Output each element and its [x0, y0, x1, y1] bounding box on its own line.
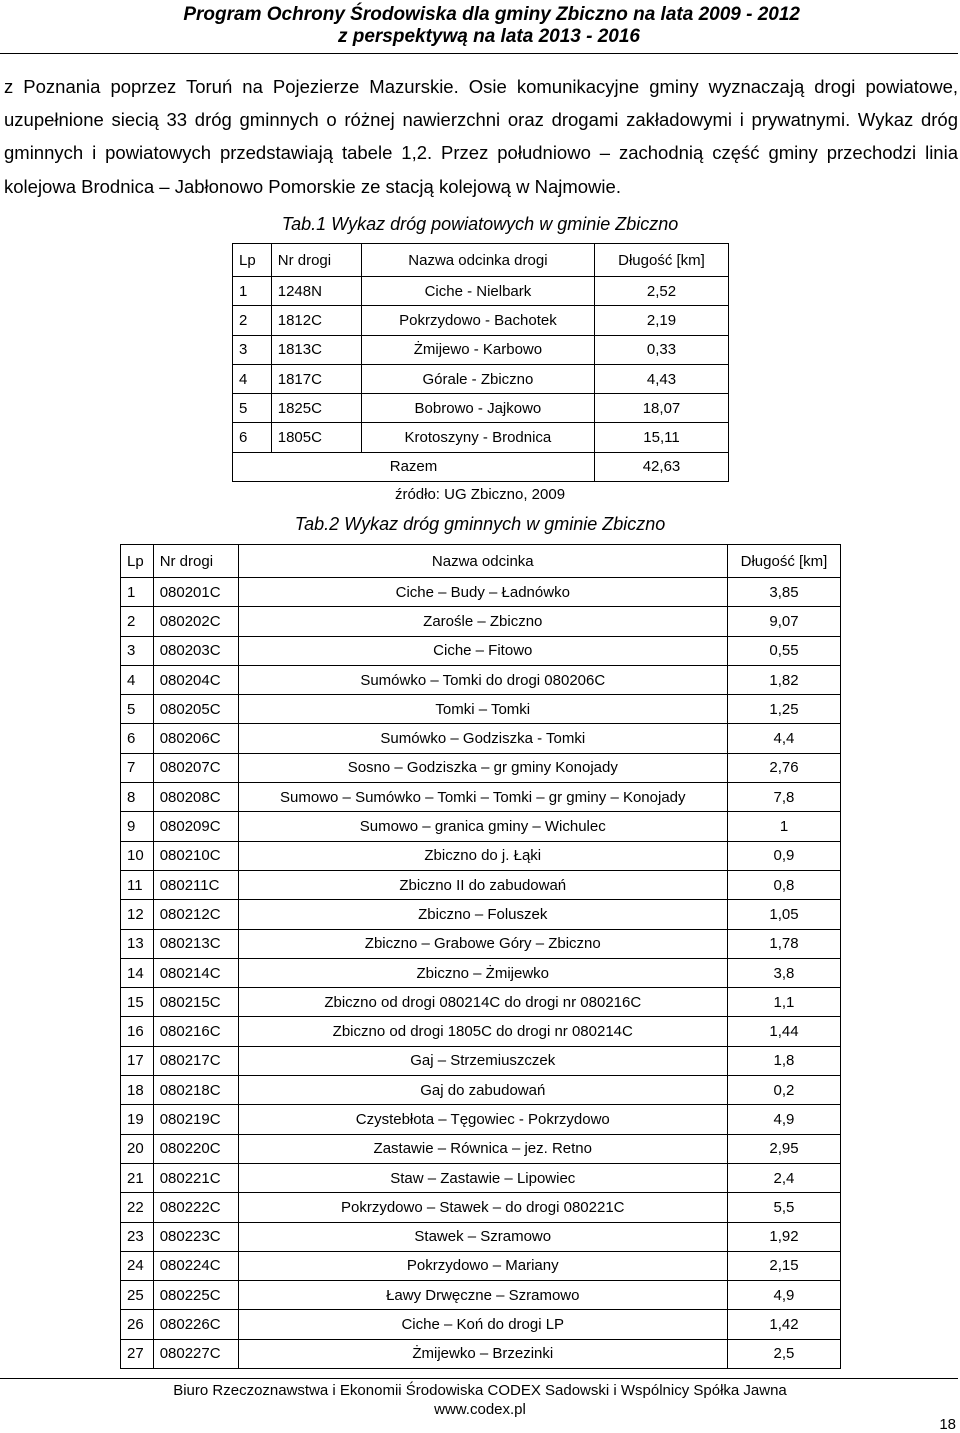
table-row: [121, 753, 841, 782]
cell-lp: 4: [233, 364, 272, 393]
cell-lp: 2: [233, 306, 272, 335]
cell-dlugosc: 1,44: [727, 1017, 840, 1046]
cell-lp: 4: [121, 665, 154, 694]
cell-dlugosc: 3,8: [727, 958, 840, 987]
cell-dlugosc: 1: [727, 812, 840, 841]
cell-nazwa: Górale - Zbiczno: [361, 364, 594, 393]
cell-lp: 2: [121, 607, 154, 636]
cell-dlugosc: 2,19: [595, 306, 729, 335]
cell-nazwa: Zbiczno do j. Łąki: [238, 841, 727, 870]
table-row: [121, 724, 841, 753]
cell-nazwa: Sumówko – Tomki do drogi 080206C: [238, 665, 727, 694]
cell-nr-drogi: 080208C: [153, 783, 238, 812]
table-row: [121, 958, 841, 987]
cell-nr-drogi: 080226C: [153, 1310, 238, 1339]
table-header-row: [121, 545, 841, 578]
table-row: [121, 1339, 841, 1368]
cell-nazwa: Tomki – Tomki: [238, 695, 727, 724]
cell-lp: 21: [121, 1163, 154, 1192]
table-row: [121, 1017, 841, 1046]
body-paragraph: z Poznania poprzez Toruń na Pojezierze Mazurskie. Osie komunikacyjne gminy wyznaczają drogi powiatowe, uzupełnione siecią 33 dróg gminnych o różnej nawierzchni oraz drogami zakładowymi i prywatnymi. Wykaz dróg gminnych i powiatowych przedstawiają tabele 1,2. Przez południowo – zachodnią część gminy przechodzi linia kolejowa Brodnica – Jabłonowo Pomorskie ze stacją kolejową w Najmowie.: [4, 76, 958, 197]
cell-nazwa: Gaj – Strzemiuszczek: [238, 1046, 727, 1075]
cell-dlugosc: 15,11: [595, 423, 729, 452]
table-row: [121, 870, 841, 899]
cell-dlugosc: 2,52: [595, 277, 729, 306]
cell-lp: 5: [121, 695, 154, 724]
cell-nazwa: Zbiczno – Grabowe Góry – Zbiczno: [238, 929, 727, 958]
cell-nr-drogi: 080214C: [153, 958, 238, 987]
cell-nazwa: Żmijewko – Brzezinki: [238, 1339, 727, 1368]
cell-lp: 3: [233, 335, 272, 364]
cell-nazwa: Ciche – Fitowo: [238, 636, 727, 665]
cell-nazwa: Staw – Zastawie – Lipowiec: [238, 1163, 727, 1192]
cell-dlugosc: 4,9: [727, 1281, 840, 1310]
table-row: [121, 1281, 841, 1310]
cell-nr-drogi: 080217C: [153, 1046, 238, 1075]
table-row: [233, 277, 729, 306]
cell-nr-drogi: 080220C: [153, 1134, 238, 1163]
cell-nazwa: Żmijewo - Karbowo: [361, 335, 594, 364]
cell-nr-drogi: 080225C: [153, 1281, 238, 1310]
cell-nazwa: Zbiczno II do zabudowań: [238, 870, 727, 899]
cell-lp: 16: [121, 1017, 154, 1046]
cell-lp: 15: [121, 988, 154, 1017]
table-row: [121, 783, 841, 812]
cell-nr-drogi: 080210C: [153, 841, 238, 870]
cell-lp: 5: [233, 394, 272, 423]
cell-nr-drogi: 080223C: [153, 1222, 238, 1251]
table-row: [121, 1046, 841, 1075]
cell-nazwa: Gaj do zabudowań: [238, 1076, 727, 1105]
cell-lp: 23: [121, 1222, 154, 1251]
header-lp: Lp: [233, 244, 272, 277]
cell-lp: 6: [121, 724, 154, 753]
cell-lp: 19: [121, 1105, 154, 1134]
cell-nazwa: Stawek – Szramowo: [238, 1222, 727, 1251]
cell-lp: 3: [121, 636, 154, 665]
page-footer: [0, 1381, 960, 1419]
cell-nazwa: Pokrzydowo - Bachotek: [361, 306, 594, 335]
cell-dlugosc: 7,8: [727, 783, 840, 812]
header-nr-drogi: Nr drogi: [271, 244, 361, 277]
cell-nazwa: Zastawie – Równica – jez. Retno: [238, 1134, 727, 1163]
cell-nazwa: Sosno – Godziszka – gr gminy Konojady: [238, 753, 727, 782]
cell-nr-drogi: 080227C: [153, 1339, 238, 1368]
cell-lp: 17: [121, 1046, 154, 1075]
cell-nazwa: Sumówko – Godziszka - Tomki: [238, 724, 727, 753]
table-row: [121, 1076, 841, 1105]
header-dlugosc: Długość [km]: [595, 244, 729, 277]
cell-lp: 18: [121, 1076, 154, 1105]
cell-lp: 12: [121, 900, 154, 929]
header-title-line2: z perspektywą na lata 2013 - 2016: [337, 26, 640, 47]
cell-nr-drogi: 1812C: [271, 306, 361, 335]
cell-nazwa: Sumowo – granica gminy – Wichulec: [238, 812, 727, 841]
cell-nazwa: Zbiczno – Foluszek: [238, 900, 727, 929]
table-row: [121, 1193, 841, 1222]
cell-dlugosc: 2,4: [727, 1163, 840, 1192]
header-nr-drogi: Nr drogi: [153, 545, 238, 578]
table1-caption: Tab.1 Wykaz dróg powiatowych w gminie Zbiczno: [281, 214, 679, 234]
cell-lp: 8: [121, 783, 154, 812]
cell-nr-drogi: 080215C: [153, 988, 238, 1017]
table-row: [121, 636, 841, 665]
cell-nazwa: Zbiczno – Żmijewko: [238, 958, 727, 987]
cell-dlugosc: 3,85: [727, 578, 840, 607]
cell-nazwa: Bobrowo - Jajkowo: [361, 394, 594, 423]
cell-lp: 6: [233, 423, 272, 452]
table2-caption: Tab.2 Wykaz dróg gminnych w gminie Zbiczno: [294, 514, 666, 534]
cell-nazwa: Pokrzydowo – Mariany: [238, 1251, 727, 1280]
table-row: [121, 578, 841, 607]
page-number: 18: [939, 1416, 956, 1433]
header-lp: Lp: [121, 545, 154, 578]
cell-dlugosc: 1,05: [727, 900, 840, 929]
cell-lp: 13: [121, 929, 154, 958]
cell-nr-drogi: 080213C: [153, 929, 238, 958]
table-row: [233, 423, 729, 452]
footer-company: Biuro Rzeczoznawstwa i Ekonomii Środowiska CODEX Sadowski i Wspólnicy Spółka Jawna: [173, 1382, 787, 1399]
cell-dlugosc: 1,92: [727, 1222, 840, 1251]
page-header: [0, 4, 960, 48]
cell-nr-drogi: 080212C: [153, 900, 238, 929]
cell-dlugosc: 4,9: [727, 1105, 840, 1134]
cell-lp: 26: [121, 1310, 154, 1339]
cell-dlugosc: 1,82: [727, 665, 840, 694]
cell-nr-drogi: 080224C: [153, 1251, 238, 1280]
table-row: [121, 1310, 841, 1339]
table-row: [121, 1134, 841, 1163]
cell-nr-drogi: 1825C: [271, 394, 361, 423]
cell-nr-drogi: 080203C: [153, 636, 238, 665]
cell-dlugosc: 5,5: [727, 1193, 840, 1222]
table-row: [121, 1222, 841, 1251]
header-nazwa: Nazwa odcinka: [238, 545, 727, 578]
cell-nr-drogi: 080204C: [153, 665, 238, 694]
cell-lp: 1: [233, 277, 272, 306]
table-row: [121, 1163, 841, 1192]
cell-nr-drogi: 080211C: [153, 870, 238, 899]
cell-nr-drogi: 080207C: [153, 753, 238, 782]
table-row: [121, 1105, 841, 1134]
table-row: [121, 1251, 841, 1280]
cell-dlugosc: 0,8: [727, 870, 840, 899]
cell-nr-drogi: 080205C: [153, 695, 238, 724]
footer-website: www.codex.pl: [434, 1401, 526, 1418]
cell-dlugosc: 9,07: [727, 607, 840, 636]
table-row: [121, 841, 841, 870]
cell-dlugosc: 1,1: [727, 988, 840, 1017]
cell-nazwa: Zarośle – Zbiczno: [238, 607, 727, 636]
cell-nr-drogi: 080219C: [153, 1105, 238, 1134]
cell-dlugosc: 1,78: [727, 929, 840, 958]
header-dlugosc: Długość [km]: [727, 545, 840, 578]
table-row: [233, 394, 729, 423]
cell-lp: 20: [121, 1134, 154, 1163]
cell-nazwa: Ciche – Koń do drogi LP: [238, 1310, 727, 1339]
cell-nr-drogi: 1813C: [271, 335, 361, 364]
cell-lp: 14: [121, 958, 154, 987]
cell-nr-drogi: 1817C: [271, 364, 361, 393]
table-row: [233, 335, 729, 364]
table-row: [121, 607, 841, 636]
cell-nazwa: Ławy Drwęczne – Szramowo: [238, 1281, 727, 1310]
cell-lp: 10: [121, 841, 154, 870]
header-title-line1: Program Ochrony Środowiska dla gminy Zbiczno na lata 2009 - 2012: [183, 4, 800, 25]
cell-nazwa: Sumowo – Sumówko – Tomki – Tomki – gr gminy – Konojady: [238, 783, 727, 812]
cell-nr-drogi: 080216C: [153, 1017, 238, 1046]
cell-nazwa: Krotoszyny - Brodnica: [361, 423, 594, 452]
cell-nr-drogi: 080209C: [153, 812, 238, 841]
cell-nr-drogi: 1805C: [271, 423, 361, 452]
table-row: [121, 812, 841, 841]
table-row: [121, 695, 841, 724]
cell-nr-drogi: 080222C: [153, 1193, 238, 1222]
footer-rule: [0, 1378, 958, 1379]
cell-nazwa: Ciche - Nielbark: [361, 277, 594, 306]
cell-dlugosc: 18,07: [595, 394, 729, 423]
cell-dlugosc: 1,25: [727, 695, 840, 724]
cell-lp: 7: [121, 753, 154, 782]
cell-lp: 24: [121, 1251, 154, 1280]
header-rule: [0, 53, 958, 54]
cell-dlugosc: 1,8: [727, 1046, 840, 1075]
cell-lp: 9: [121, 812, 154, 841]
table-total-row: [233, 452, 729, 481]
cell-nr-drogi: 080206C: [153, 724, 238, 753]
table-header-row: [233, 244, 729, 277]
cell-dlugosc: 0,2: [727, 1076, 840, 1105]
cell-nazwa: Zbiczno od drogi 080214C do drogi nr 080216C: [238, 988, 727, 1017]
cell-nazwa: Zbiczno od drogi 1805C do drogi nr 080214C: [238, 1017, 727, 1046]
header-nazwa: Nazwa odcinka drogi: [361, 244, 594, 277]
cell-nr-drogi: 080202C: [153, 607, 238, 636]
cell-dlugosc: 1,42: [727, 1310, 840, 1339]
cell-nazwa: Pokrzydowo – Stawek – do drogi 080221C: [238, 1193, 727, 1222]
cell-total-label: Razem: [233, 452, 595, 481]
cell-dlugosc: 0,9: [727, 841, 840, 870]
cell-dlugosc: 2,5: [727, 1339, 840, 1368]
table-row: [121, 900, 841, 929]
table-row: [121, 665, 841, 694]
cell-dlugosc: 0,55: [727, 636, 840, 665]
table1-source: źródło: UG Zbiczno, 2009: [394, 486, 566, 503]
cell-nazwa: Czystebłota – Tęgowiec - Pokrzydowo: [238, 1105, 727, 1134]
cell-dlugosc: 4,4: [727, 724, 840, 753]
table-row: [233, 364, 729, 393]
cell-dlugosc: 2,15: [727, 1251, 840, 1280]
cell-dlugosc: 0,33: [595, 335, 729, 364]
cell-dlugosc: 2,95: [727, 1134, 840, 1163]
table-row: [121, 988, 841, 1017]
cell-lp: 25: [121, 1281, 154, 1310]
cell-dlugosc: 2,76: [727, 753, 840, 782]
cell-dlugosc: 4,43: [595, 364, 729, 393]
cell-nr-drogi: 080218C: [153, 1076, 238, 1105]
table-row: [233, 306, 729, 335]
cell-lp: 1: [121, 578, 154, 607]
cell-lp: 11: [121, 870, 154, 899]
cell-nr-drogi: 080221C: [153, 1163, 238, 1192]
cell-nr-drogi: 1248N: [271, 277, 361, 306]
cell-lp: 22: [121, 1193, 154, 1222]
cell-total-value: 42,63: [595, 452, 729, 481]
cell-nr-drogi: 080201C: [153, 578, 238, 607]
table-row: [121, 929, 841, 958]
cell-lp: 27: [121, 1339, 154, 1368]
table-powiatowe: [232, 243, 729, 482]
table-gminne: [120, 544, 841, 1369]
cell-nazwa: Ciche – Budy – Ładnówko: [238, 578, 727, 607]
